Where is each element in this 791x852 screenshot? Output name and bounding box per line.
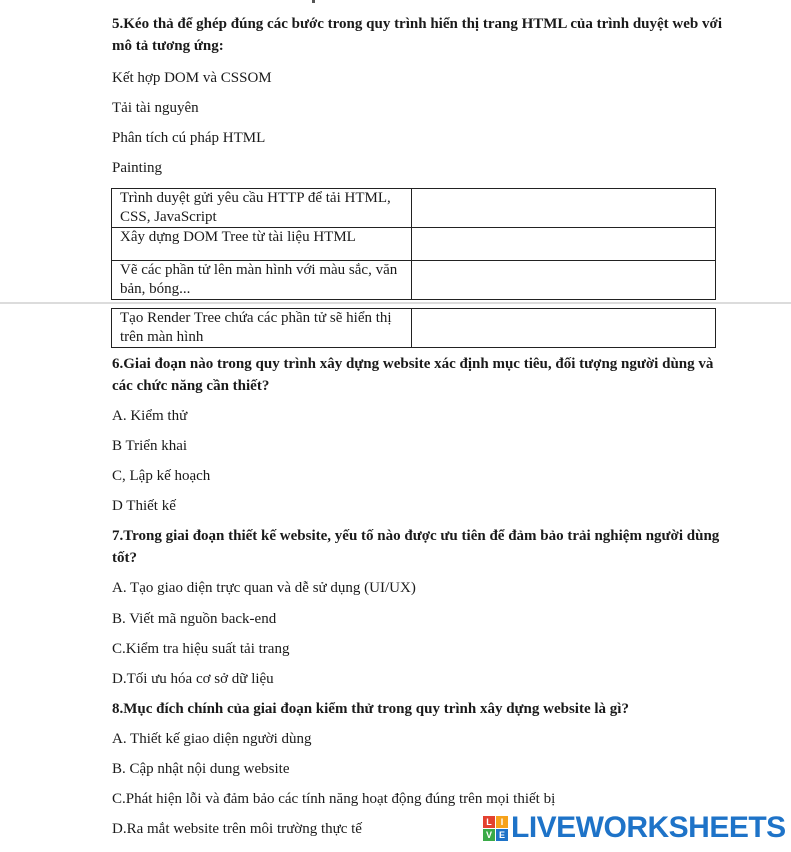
question-6-option-b[interactable]: B Triển khai	[112, 438, 188, 454]
logo-letter: V	[483, 829, 495, 841]
matching-row	[112, 261, 716, 300]
question-8-option-c[interactable]: C.Phát hiện lỗi và đảm bảo các tính năng hoạt động đúng trên mọi thiết bị	[112, 791, 556, 807]
question-7-option-d[interactable]: D.Tối ưu hóa cơ sở dữ liệu	[112, 671, 274, 687]
matching-description: Tạo Render Tree chứa các phần tử sẽ hiển thị trên màn hình	[112, 309, 412, 348]
scroll-artifact	[312, 0, 315, 3]
matching-row	[112, 309, 716, 348]
question-6-title: 6.Giai đoạn nào trong quy trình xây dựng website xác định mục tiêu, đối tượng người dùng và các chức năng cần thiết?	[112, 356, 714, 394]
logo-mark-icon	[483, 816, 508, 841]
drag-option-4[interactable]: Painting	[112, 160, 163, 176]
matching-row	[112, 189, 716, 228]
question-7-option-a[interactable]: A. Tạo giao diện trực quan và dễ sử dụng (UI/UX)	[112, 580, 416, 596]
matching-table	[111, 188, 716, 300]
question-8-option-a[interactable]: A. Thiết kế giao diện người dùng	[112, 731, 312, 747]
page-divider	[0, 302, 791, 304]
drop-zone-4[interactable]	[412, 309, 716, 348]
drop-zone-3[interactable]	[412, 261, 716, 300]
logo-letter: E	[496, 829, 508, 841]
logo-letter: L	[483, 816, 495, 828]
matching-description: Xây dựng DOM Tree từ tài liệu HTML	[112, 228, 412, 261]
question-8-option-b[interactable]: B. Cập nhật nội dung website	[112, 761, 290, 777]
drag-option-3[interactable]: Phân tích cú pháp HTML	[112, 130, 266, 146]
matching-row	[112, 228, 716, 261]
logo-letter: I	[496, 816, 508, 828]
drop-zone-2[interactable]	[412, 228, 716, 261]
question-6-option-a[interactable]: A. Kiểm thử	[112, 408, 188, 424]
drag-option-1[interactable]: Kết hợp DOM và CSSOM	[112, 70, 272, 86]
matching-table-continued	[111, 308, 716, 348]
question-8-title: 8.Mục đích chính của giai đoạn kiểm thử trong quy trình xây dựng website là gì?	[112, 701, 629, 717]
question-6-option-d[interactable]: D Thiết kế	[112, 498, 176, 514]
drop-zone-1[interactable]	[412, 189, 716, 228]
question-7-title: 7.Trong giai đoạn thiết kế website, yếu tố nào được ưu tiên để đảm bảo trải nghiệm người dùng tốt?	[112, 528, 720, 566]
matching-description: Trình duyệt gửi yêu cầu HTTP để tải HTML, CSS, JavaScript	[112, 189, 412, 228]
logo-text: LIVEWORKSHEETS	[511, 811, 786, 844]
matching-description: Vẽ các phần tử lên màn hình với màu sắc, văn bản, bóng...	[112, 261, 412, 300]
question-8-option-d[interactable]: D.Ra mắt website trên môi trường thực tế	[112, 821, 362, 837]
question-5-title: 5.Kéo thả để ghép đúng các bước trong quy trình hiển thị trang HTML của trình duyệt web với mô tả tương ứng:	[112, 16, 722, 54]
question-7-option-b[interactable]: B. Viết mã nguồn back-end	[112, 611, 277, 627]
liveworksheets-logo	[483, 811, 786, 845]
question-7-option-c[interactable]: C.Kiểm tra hiệu suất tải trang	[112, 641, 290, 657]
question-6-option-c[interactable]: C, Lập kế hoạch	[112, 468, 211, 484]
drag-option-2[interactable]: Tải tài nguyên	[112, 100, 199, 116]
